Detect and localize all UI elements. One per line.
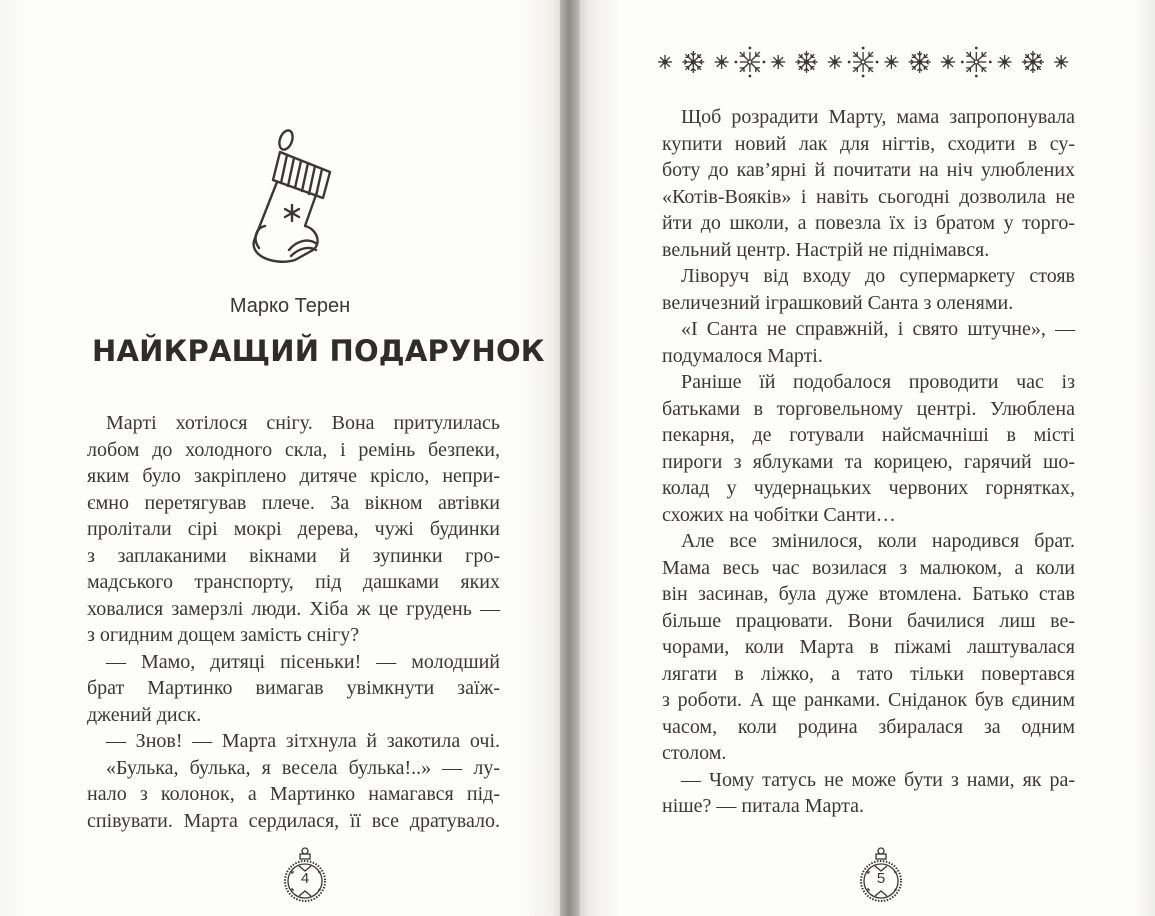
snowflake-icon	[884, 55, 898, 69]
left-page	[0, 0, 562, 916]
christmas-stocking-icon	[245, 128, 335, 268]
snowflake-icon	[828, 55, 842, 69]
snowflake-row-ornament	[655, 40, 1085, 84]
page-number-label: 4	[300, 870, 310, 887]
text-line: пекарня, де готували найсмачніші в місті	[662, 424, 1075, 446]
text-line: він засинав, була дуже втомлена. Батько став	[662, 583, 1075, 605]
page-number-4	[280, 846, 330, 906]
text-line: пироги з яблуками та корицею, гарячий шо-	[662, 450, 1075, 473]
snowflake-icon	[735, 47, 766, 78]
text-line: нало з колонок, а Мартинко намагався під-	[87, 783, 500, 805]
story-title: НАЙКРАЩИЙ ПОДАРУНОК	[92, 334, 545, 368]
text-line: лягати в ліжко, а тато тільки повертався	[662, 662, 1075, 685]
text-line: ховалися замерзлі люди. Хіба ж це грудень —	[87, 597, 500, 620]
page-number-5	[856, 846, 906, 906]
author-name: Марко Терен	[229, 295, 351, 317]
text-line: з заплаканими вікнами й зупинки гро-	[87, 544, 500, 567]
snowflake-icon	[909, 51, 931, 73]
text-line: співувати. Марта сердилася, її все дратувало.	[87, 809, 500, 832]
text-line: яким було закріплено дитяче крісло, непри-	[87, 465, 500, 487]
snowflake-icon	[771, 55, 785, 69]
snowflake-icon	[1054, 55, 1068, 69]
book-spine	[560, 0, 582, 916]
text-line: боту до кав’ярні й почитати на ніч улюблених	[662, 159, 1075, 181]
text-line: столом.	[662, 742, 727, 764]
text-line: «Булька, булька, я весела булька!..» — лу-	[106, 756, 500, 779]
text-line: з роботи. А ще ранками. Сніданок був єдиним	[662, 689, 1075, 711]
text-line: Ліворуч від входу до супермаркету стояв	[681, 265, 1075, 287]
right-body-text	[662, 104, 1075, 820]
text-line: Раніше їй подобалося проводити час із	[681, 371, 1075, 393]
snowflake-icon	[941, 55, 955, 69]
text-line: мадського транспорту, під дашками яких	[87, 571, 500, 593]
text-line: Щоб розрадити Марту, мама запропонувала	[681, 106, 1075, 128]
snowflake-icon	[961, 47, 992, 78]
snowflake-icon	[658, 55, 672, 69]
snowflake-icon	[682, 51, 704, 73]
text-line: з огидним дощем замість снігу?	[87, 624, 360, 646]
text-line: — Чому татусь не може бути з нами, як ра-	[681, 768, 1075, 791]
text-line: йти до школи, а повезла їх із братом у торго-	[662, 212, 1075, 234]
snowflake-icon	[796, 51, 818, 73]
text-line: лобом до холодного скла, і ремінь безпеки,	[87, 438, 500, 461]
text-line: пролітали сірі мокрі дерева, чужі будинки	[87, 518, 500, 540]
text-line: Марті хотілося снігу. Вона притулилась	[106, 412, 500, 434]
text-line: вельний центр. Настрій не піднімався.	[662, 238, 990, 261]
text-line: чорами, коли Марта в піжамі лаштувалася	[662, 636, 1075, 658]
text-line: Мама весь час возилася з малюком, а коли	[662, 556, 1075, 579]
text-line: величезний іграшковий Санта з оленями.	[662, 291, 1014, 314]
text-line: «Котів-Вояків» і навіть сьогодні дозволила не	[662, 185, 1075, 208]
text-line: колад у чудернацьких червоних горнятках,	[662, 477, 1075, 499]
text-line: брат Мартинко вимагав увімкнути заїж-	[87, 677, 500, 699]
text-line: ємно перетягував плече. За вікном автівки	[87, 491, 500, 514]
text-line: схожих на чобітки Санти…	[662, 503, 896, 526]
snowflake-icon	[715, 55, 729, 69]
text-line: подумалося Марті.	[662, 344, 823, 367]
text-line: «І Санта не справжній, і свято штучне», —	[681, 318, 1075, 340]
page-number-label: 5	[876, 870, 886, 887]
snowflake-icon	[1022, 51, 1044, 73]
snowflake-icon	[848, 47, 879, 78]
text-line: ніше? — питала Марта.	[662, 795, 864, 817]
text-line: батьками в торговельному центрі. Улюблена	[662, 397, 1075, 420]
left-body-text	[87, 410, 500, 834]
snowflake-icon	[998, 55, 1012, 69]
text-line: — Мамо, дитяці пісеньки! — молодший	[106, 650, 500, 673]
text-line: Але все змінилося, коли народився брат.	[681, 530, 1075, 552]
text-line: більше працювати. Вони бачилися лиш ве-	[662, 609, 1075, 632]
text-line: часом, коли родина збиралася за одним	[662, 715, 1075, 738]
text-line: джений диск.	[87, 703, 202, 726]
text-line: — Знов! — Марта зітхнула й закотила очі.	[106, 730, 500, 752]
text-line: купити новий лак для нігтів, сходити в су-	[662, 132, 1075, 155]
